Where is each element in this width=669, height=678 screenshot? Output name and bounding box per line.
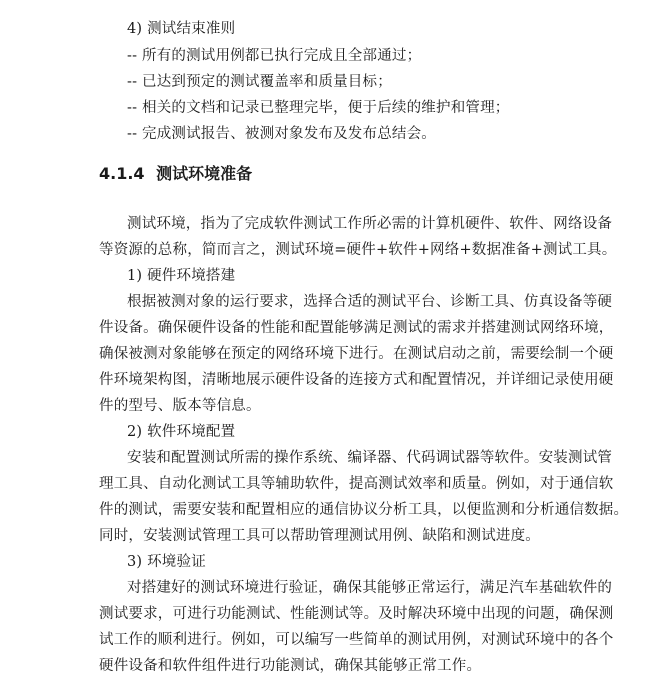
hardware-line: 件设备。确保硬件设备的性能和配置能够满足测试的需求并搭建测试网络环境， bbox=[99, 320, 614, 336]
criteria-item: -- 已达到预定的测试覆盖率和质量目标； bbox=[127, 74, 392, 90]
verification-line: 对搭建好的测试环境进行验证，确保其能够正常运行，满足汽车基础软件的 bbox=[127, 580, 613, 596]
software-line: 同时，安装测试管理工具可以帮助管理测试用例、缺陷和测试进度。 bbox=[99, 528, 540, 544]
hardware-title: 1) 硬件环境搭建 bbox=[127, 268, 236, 284]
software-line: 件的测试，需要安装和配置相应的通信协议分析工具，以便监测和分析通信数据。 bbox=[99, 502, 629, 518]
verification-line: 硬件设备和软件组件进行功能测试，确保其能够正常工作。 bbox=[99, 658, 482, 674]
criteria-title: 4) 测试结束准则 bbox=[127, 21, 236, 37]
software-title: 2) 软件环境配置 bbox=[127, 424, 236, 440]
section-title: 测试环境准备 bbox=[156, 164, 253, 183]
verification-line: 测试要求，可进行功能测试、性能测试等。及时解决环境中出现的问题，确保测 bbox=[99, 606, 614, 622]
criteria-item: -- 相关的文档和记录已整理完毕，便于后续的维护和管理； bbox=[127, 100, 510, 116]
verification-line: 试工作的顺利进行。例如，可以编写一些简单的测试用例，对测试环境中的各个 bbox=[99, 632, 614, 648]
software-line: 安装和配置测试所需的操作系统、编译器、代码调试器等软件。安装测试管 bbox=[127, 450, 613, 466]
criteria-item: -- 所有的测试用例都已执行完成且全部通过； bbox=[127, 48, 422, 64]
intro-line: 等资源的总称，简而言之，测试环境=硬件+软件+网络+数据准备+测试工具。 bbox=[99, 242, 617, 258]
hardware-line: 确保被测对象能够在预定的网络环境下进行。在测试启动之前，需要绘制一个硬 bbox=[99, 346, 614, 362]
verification-title: 3) 环境验证 bbox=[127, 554, 206, 570]
intro-line: 测试环境，指为了完成软件测试工作所必需的计算机硬件、软件、网络设备 bbox=[127, 216, 613, 232]
section-heading bbox=[99, 163, 252, 185]
hardware-line: 根据被测对象的运行要求，选择合适的测试平台、诊断工具、仿真设备等硬 bbox=[127, 294, 613, 310]
software-line: 理工具、自动化测试工具等辅助软件，提高测试效率和质量。例如，对于通信软 bbox=[99, 476, 614, 492]
section-number: 4.1.4 bbox=[99, 164, 145, 183]
criteria-item: -- 完成测试报告、被测对象发布及发布总结会。 bbox=[127, 126, 437, 142]
hardware-line: 件环境架构图，清晰地展示硬件设备的连接方式和配置情况，并详细记录使用硬 bbox=[99, 372, 614, 388]
hardware-line: 件的型号、版本等信息。 bbox=[99, 398, 261, 414]
